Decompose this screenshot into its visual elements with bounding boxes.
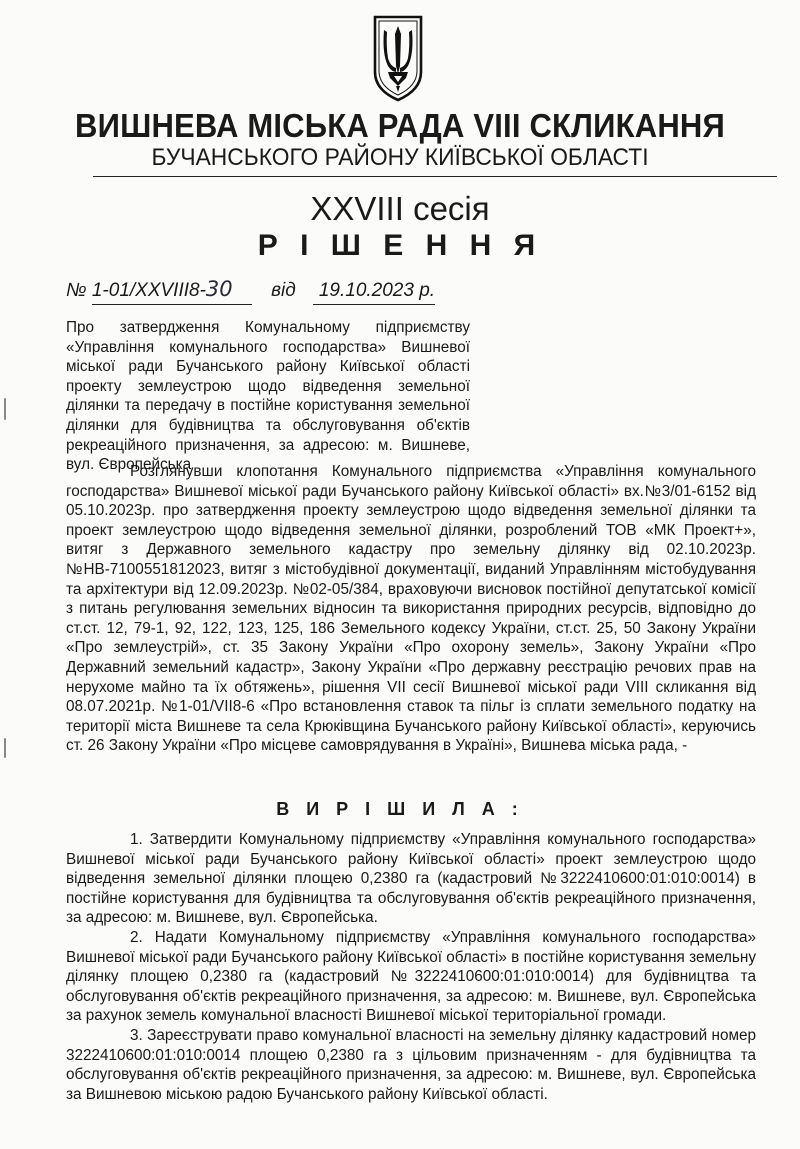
decision-item: 2. Надати Комунальному підприємству «Управління комунального господарства» Вишневої міської ради Бучанського району Київської області» в постійне користування земельну ділянку площею 0,2380 га (кадастровий №3222410600:01:010:0014) для будівництва та обслуговування об'єктів рекреаційного призначення, за адресою: м. Вишневе, вул. Європейська за рахунок земель комунальної власності Вишневої міської територіальної громади. [66, 928, 756, 1025]
scan-mark [4, 738, 6, 758]
document-type: Р І Ш Е Н Н Я [257, 229, 543, 262]
decision-date: 19.10.2023 р. [313, 278, 435, 305]
council-title: ВИШНЕВА МІСЬКА РАДА VIII СКЛИКАННЯ [75, 107, 725, 144]
decision-items [66, 830, 756, 1104]
scan-mark [4, 398, 6, 420]
header-divider [93, 176, 777, 177]
decision-subject: Про затвердження Комунальному підприємству «Управління комунального господарства» Вишневої міської ради Бучанського району Київської області проекту землеустрою щодо відведення земельної ділянки та передачу в постійне користування земельної ділянки для будівництва та обслуговування об'єктів рекреаційного призначення, за адресою: м. Вишневе, вул. Європейська [66, 319, 470, 474]
district-subtitle: БУЧАНСЬКОГО РАЙОНУ КИЇВСЬКОЇ ОБЛАСТІ [151, 144, 649, 171]
decision-number: 1-01/XXVIII8-30 [92, 276, 252, 305]
preamble-paragraph: Розглянувши клопотання Комунального підприємства «Управління комунального господарства» Вишневої міської ради Бучанського району Київської області» вх.№3/01-6152 від 05.10.2023р. про затвердження проекту землеустрою щодо відведення земельної ділянки та проект землеустрою щодо відведення земельної ділянки, розроблений ТОВ «МК Проект+», витяг з Державного земельного кадастру про земельну ділянку від 02.10.2023р. №НВ-7100551812023, витяг з містобудівної документації, виданий Управлінням містобудування та архітектури від 12.09.2023р. №02-05/384, враховуючи висновок постійної депутатської комісії з питань регулювання земельних відносин та використання природних ресурсів, відповідно до ст.ст. 12, 79-1, 92, 122, 123, 125, 186 Земельного кодексу України, ст.ст. 25, 50 Закону України «Про землеустрій», ст. 35 Закону України «Про охорону земель», Закону України «Про Державний земельний кадастр», Закону України «Про державну реєстрацію речових прав на нерухоме майно та їх обтяжень», рішення VII сесії Вишневої міської ради VIII скликання від 08.07.2021р. №1-01/VII8-6 «Про встановлення ставок та пільг із сплати земельного податку на території міста Вишневе та села Крюківщина Бучанського району Київської області», керуючись ст. 26 Закону України «Про місцеве самоврядування в Україні», Вишнева міська рада, - [66, 463, 756, 755]
decision-number-line [66, 276, 435, 305]
session-title: XXVIII сесія [310, 190, 490, 227]
handwritten-number: 30 [205, 277, 233, 301]
number-sign: № [66, 280, 87, 301]
coat-of-arms-icon [372, 14, 424, 102]
decision-item: 3. Зареєструвати право комунальної власності на земельну ділянку кадастровий номер 3222410600:01:010:0014 площею 0,2380 га з цільовим призначенням - для будівництва та обслуговування об'єктів рекреаційного призначення, за адресою: м. Вишневе, вул. Європейська за Вишневою міською радою Бучанського району Київської області. [66, 1026, 756, 1103]
decided-heading: В И Р І Ш И Л А : [276, 799, 524, 819]
decision-item: 1. Затвердити Комунальному підприємству «Управління комунального господарства» Вишневої міської ради Бучанського району Київської області» проект землеустрою щодо відведення земельної ділянки площею 0,2380 га (кадастровий №3222410600:01:010:0014) в постійне користування для будівництва та обслуговування об'єктів рекреаційного призначення, за адресою: м. Вишневе, вул. Європейська. [66, 831, 756, 927]
from-label: від [271, 280, 296, 301]
